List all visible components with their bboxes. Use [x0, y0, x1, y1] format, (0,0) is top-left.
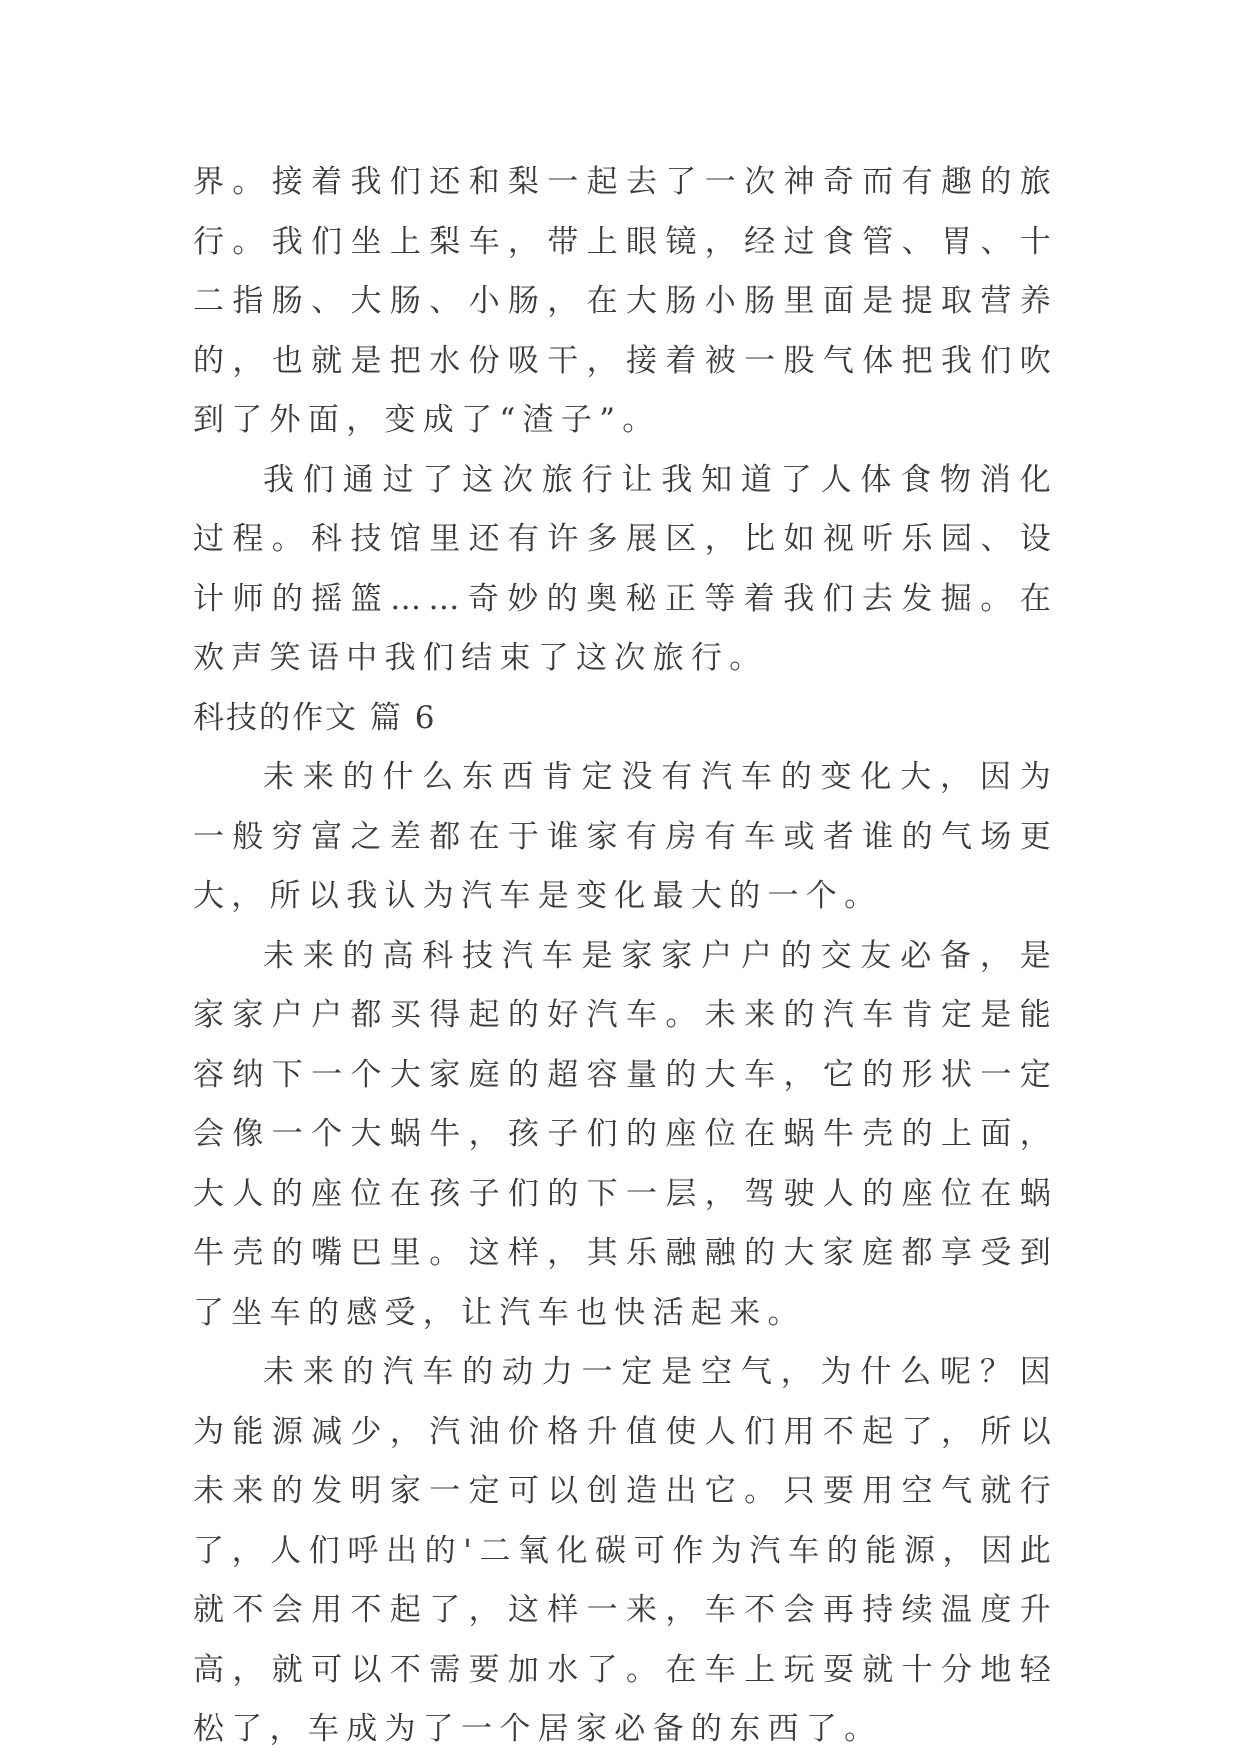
paragraph: 我们通过了这次旅行让我知道了人体食物消化过程。科技馆里还有许多展区，比如视听乐园、设计师的摇篮……奇妙的奥秘正等着我们去发掘。在欢声笑语中我们结束了这次旅行。	[193, 461, 1058, 676]
paragraph-continued: 界。接着我们还和梨一起去了一次神奇而有趣的旅行。我们坐上梨车，带上眼镜，经过食管、胃、十二指肠、大肠、小肠，在大肠小肠里面是提取营养的，也就是把水份吸干，接着被一股气体把我们吹到了外面，变成了“渣子”。	[193, 164, 1058, 438]
article-body	[193, 153, 1058, 1760]
paragraph: 未来的汽车的动力一定是空气，为什么呢？因为能源减少，汽油价格升值使人们用不起了，所以未来的发明家一定可以创造出它。只要用空气就行了，人们呼出的'二氧化碳可作为汽车的能源，因此就不会用不起了，这样一来，车不会再持续温度升高，就可以不需要加水了。在车上玩耍就十分地轻松了，车成为了一个居家必备的东西了。	[193, 1354, 1058, 1747]
paragraph: 未来的高科技汽车是家家户户的交友必备，是家家户户都买得起的好汽车。未来的汽车肯定是能容纳下一个大家庭的超容量的大车，它的形状一定会像一个大蜗牛，孩子们的座位在蜗牛壳的上面，大人的座位在孩子们的下一层，驾驶人的座位在蜗牛壳的嘴巴里。这样，其乐融融的大家庭都享受到了坐车的感受，让汽车也快活起来。	[193, 937, 1058, 1331]
section-heading: 科技的作文 篇 6	[193, 699, 437, 736]
paragraph: 未来的什么东西肯定没有汽车的变化大，因为一般穷富之差都在于谁家有房有车或者谁的气场更大，所以我认为汽车是变化最大的一个。	[193, 759, 1058, 914]
